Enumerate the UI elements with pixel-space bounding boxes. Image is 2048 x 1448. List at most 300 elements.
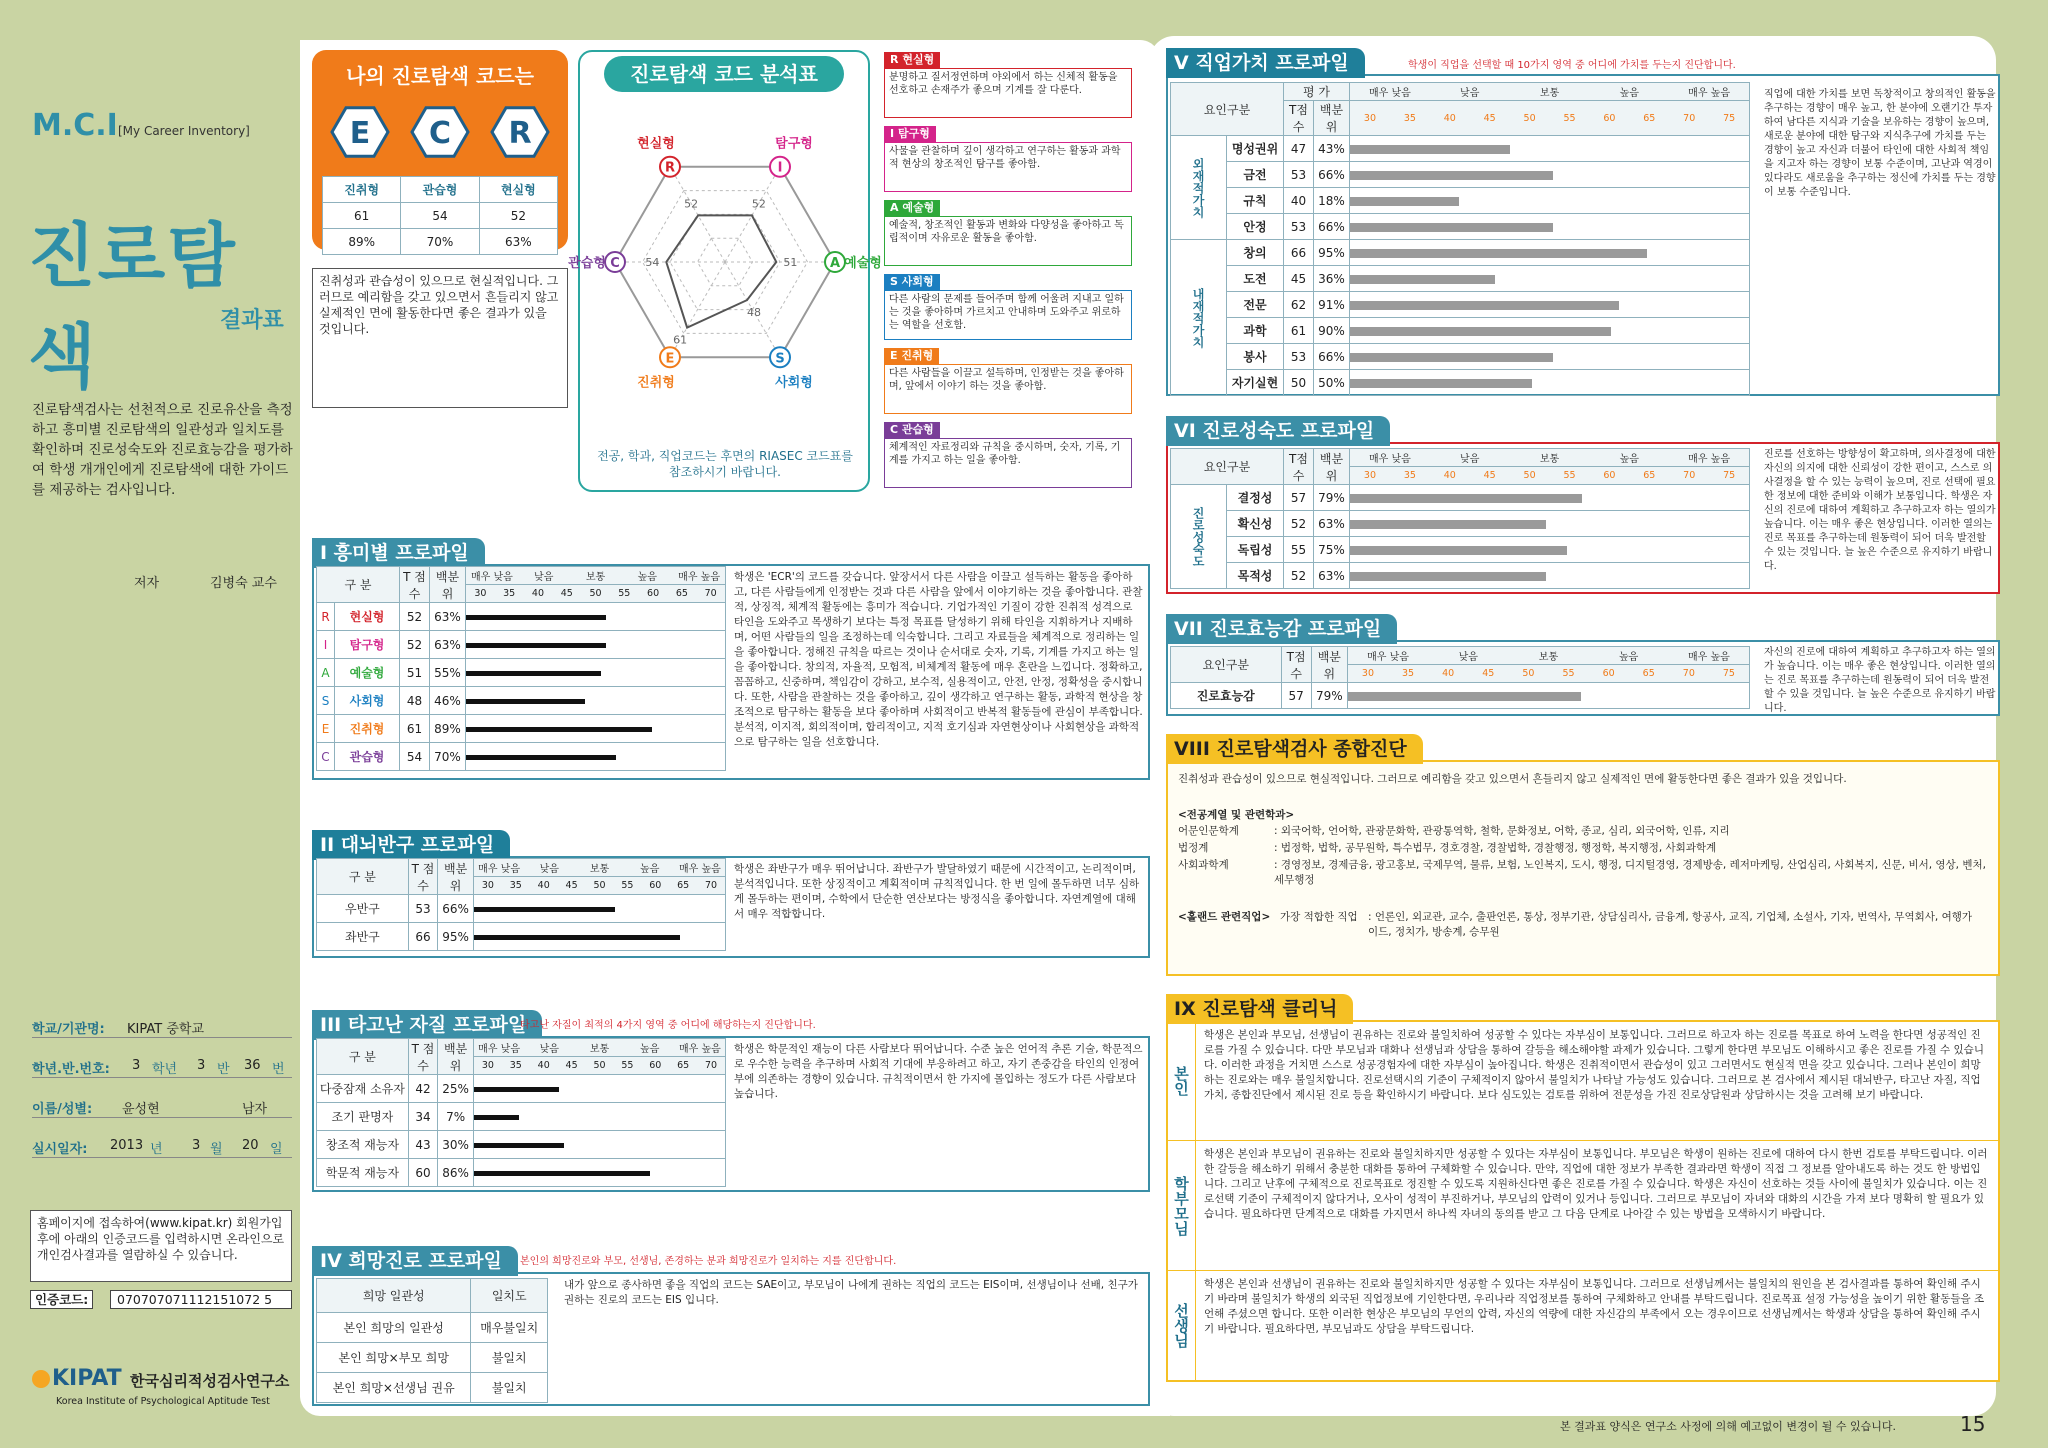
major-key: 어문인문학계 — [1178, 825, 1239, 837]
mycode-p-1: 89% — [323, 229, 401, 255]
table-row — [317, 743, 726, 771]
type-tag: C — [890, 423, 902, 436]
row-tag: E — [317, 715, 335, 743]
table-row — [1171, 344, 1750, 370]
table-row — [317, 631, 726, 659]
hope-row-name: 본인 희망×부모 희망 — [317, 1343, 471, 1373]
row-name: 자기실현 — [1227, 370, 1284, 396]
tick-label: 70 — [1683, 470, 1696, 481]
row-t: 52 — [1284, 511, 1314, 537]
gender-value: 남자 — [242, 1102, 268, 1117]
score-bar — [474, 1115, 519, 1120]
row-t: 62 — [1284, 292, 1314, 318]
hope-row-value: 불일치 — [471, 1373, 548, 1403]
tick-label: 40 — [537, 1060, 550, 1071]
ability-title: III 타고난 자질 프로파일 — [312, 1010, 542, 1040]
row-t: 45 — [1284, 266, 1314, 292]
table-row — [317, 687, 726, 715]
row-name: 현실형 — [335, 603, 400, 631]
month-value: 3 — [192, 1138, 201, 1153]
row-p: 79% — [1311, 683, 1347, 709]
score-bar — [474, 1143, 564, 1148]
mycode-t-2: 54 — [401, 203, 479, 229]
level-label: 보통 — [589, 1044, 610, 1055]
score-bar — [466, 727, 652, 732]
score-bar — [1350, 249, 1647, 258]
row-t: 51 — [400, 659, 430, 687]
row-p: 79% — [1314, 485, 1350, 511]
year-unit: 년 — [150, 1142, 163, 1157]
clinic-text: 학생은 본인과 선생님이 권유하는 진로와 불일치하지만 성공할 수 있다는 자부심이 보통입니다. 그러므로 선생님께서는 불일치의 원인을 본 검사결과를 통하여 확인해 주시기 바라며 불일치가 학생의 외국된 직업정보에 기인한다면, 우리나라 직업정보를 통하여 구체화하고 안내를 부탁드립니다. 진로목표 설정 가능성을 높이기 위한 활동들을 조언해 주셨으면 합니다. 또한 이러한 현상은 부모님의 무언의 압력, 자신의 역량에 대한 자신감의 부족에서 오는 경우이므로 선생님께서는 학생과 상담을 통하여 확인해 주시기 바랍니다. 필요하다면, 부모님과도 상담을 부탁드립니다. — [1204, 1278, 1985, 1335]
type-header — [884, 274, 940, 290]
bar-cell — [1350, 563, 1750, 589]
value-table — [1170, 82, 1750, 396]
bar-cell — [473, 1159, 725, 1187]
grade-unit: 학년 — [152, 1062, 178, 1077]
vertex-name: 진취형 — [637, 375, 675, 391]
type-desc: 분명하고 질서정연하며 야외에서 하는 신체적 활동을 선호하고 손재주가 좋으며 기계를 잘 다룬다. — [884, 68, 1132, 118]
summary-title: VIII 진로탐색검사 종합진단 — [1166, 734, 1423, 764]
row-p: 36% — [1314, 266, 1350, 292]
tick-label: 35 — [1403, 470, 1416, 481]
row-t: 42 — [408, 1075, 437, 1103]
day-value: 20 — [242, 1138, 259, 1153]
tick-label: 30 — [1363, 470, 1376, 481]
type-desc: 다른 사람의 문제를 들어주며 함께 어울려 지내고 일하는 것을 좋아하며 가르치고 안내하며 도와주고 위로하는 역할을 선호함. — [884, 290, 1132, 340]
year-value: 2013 — [110, 1138, 144, 1153]
col-t-header: T 점수 — [400, 567, 430, 603]
level-label: 높음 — [1619, 88, 1639, 99]
level-label: 높음 — [640, 1044, 660, 1055]
grade-row — [32, 1058, 292, 1078]
tick-label: 65 — [675, 588, 688, 599]
main-title: 진로탐색 — [28, 215, 237, 398]
col-p-header: 백분위 — [1314, 101, 1350, 136]
row-p: 43% — [1314, 136, 1350, 162]
major-key: 사회과학계 — [1178, 859, 1229, 871]
intro-text: 진로탐색검사는 선천적으로 진로유산을 측정하고 흥미별 진로탐색의 일관성과 일치도를 확인하며 진로성숙도와 진로효능감을 평가하여 학생 개개인에게 진로탐색에 대한 가이드를 제공하는 검사입니다. — [32, 402, 293, 498]
value-label: 48 — [747, 306, 761, 320]
score-bar — [474, 1087, 559, 1092]
tick-label: 50 — [1523, 112, 1536, 124]
maturity-title: VI 진로성숙도 프로파일 — [1166, 416, 1390, 446]
type-item — [884, 126, 1132, 194]
table-row — [1171, 318, 1750, 344]
type-header — [884, 126, 936, 142]
level-header — [473, 1039, 725, 1057]
col-eval-header: 평 가 — [1284, 83, 1350, 101]
name-value: 윤성현 — [122, 1102, 160, 1117]
bar-cell — [1350, 344, 1750, 370]
bar-cell — [1350, 162, 1750, 188]
score-bar — [1348, 692, 1581, 701]
mycode-title: 나의 진로탐색 코드는 — [346, 64, 534, 88]
table-row — [1171, 292, 1750, 318]
hope-section — [312, 1250, 1150, 1406]
row-name: 안정 — [1227, 214, 1284, 240]
table-row — [317, 1103, 726, 1131]
tick-header — [1350, 101, 1750, 136]
grade-value: 3 — [132, 1058, 141, 1073]
clinic-who: 학부모님 — [1168, 1141, 1196, 1270]
group-label: 내재적가치 — [1171, 240, 1227, 396]
row-t: 61 — [1284, 318, 1314, 344]
major-value: : 법정학, 법학, 공무원학, 특수법무, 경호경찰, 경찰법학, 경찰행정, 행정학, 복지행정, 사회과학계 — [1274, 842, 1717, 854]
bar-cell — [473, 1103, 725, 1131]
bar-cell — [466, 603, 726, 631]
vertex-letter: S — [775, 351, 785, 367]
row-t: 61 — [400, 715, 430, 743]
vertex-letter: E — [665, 351, 675, 367]
row-p: 89% — [430, 715, 466, 743]
tick-label: 55 — [1563, 112, 1576, 124]
code-letter: E — [349, 116, 371, 151]
row-name: 봉사 — [1227, 344, 1284, 370]
score-bar — [466, 755, 616, 760]
row-name: 예술형 — [335, 659, 400, 687]
type-item — [884, 274, 1132, 342]
level-label: 높음 — [1619, 652, 1639, 663]
score-bar — [466, 671, 601, 676]
row-t: 66 — [1284, 240, 1314, 266]
type-tag: A — [890, 201, 903, 214]
row-p: 90% — [1314, 318, 1350, 344]
table-row — [317, 923, 726, 951]
col-t-header: T점수 — [1284, 449, 1314, 485]
level-header — [1350, 449, 1750, 467]
major-value: : 경영정보, 경제금융, 광고홍보, 국제무역, 물류, 보험, 노인복지, 도시, 행정, 디지털경영, 경제방송, 레저마케팅, 산업심리, 사회복지, 신문, 비서, 영상, 벤처, 세무행정 — [1274, 859, 1986, 886]
code-row — [30, 1290, 292, 1310]
group-label: 진로성숙도 — [1171, 485, 1227, 589]
mycode-t-1: 61 — [323, 203, 401, 229]
type-header — [884, 52, 940, 68]
interest-desc: 학생은 'ECR'의 코드를 갖습니다. 앞장서서 다른 사람을 이끌고 설득하는 활동을 좋아하고, 다른 사람들에게 인정받는 것과 다른 사람을 앞에서 이야기하는 것을 좋아합니다. 관찰적, 상징적, 체계적 활동에는 흥미가 적습니다. 기업가적인 기질이 강한 진취적 성격으로 타인을 도와주고 목생하기 보다는 특정 목표를 달성하기 위해 타인을 지휘하거나 지배하며, 어떤 사람들의 일을 조정하는데 익숙합니다. 그리고 자료들을 체계적으로 정리하는 일을 좋아합니다. 정해진 규칙을 따르는 것이나 순서대로 숫자, 기록, 기계를 가지고 하는 일을 좋아합니다. 창의적, 자율적, 모험적, 비체계적 활동에 매우 혼란을 느낍니다. 정확하고, 꼼꼼하고, 신중하며, 책임감이 강하고, 보수적, 실용적이고, 안전, 안정, 정확성을 중시합니다. 또한, 사람을 관찰하는 것을 좋아하고, 깊이 생각하고 연구하는 활동, 과학적 현상을 창조적으로 탐구하는 활동을 보다 좋아하며 사회적이고 반복적 활동들에 관심이 부족합니다. 분석적, 이지적, 회의적이며, 합리적이고, 지적 호기심과 자연현상이나 사회현상을 과학적으로 탐구하는 일을 선호합니다. — [734, 571, 1143, 748]
tick-label: 75 — [1723, 112, 1736, 124]
row-t: 55 — [1284, 537, 1314, 563]
code-letter: C — [428, 116, 452, 151]
ability-table — [316, 1038, 726, 1187]
row-p: 70% — [430, 743, 466, 771]
brain-desc: 학생은 좌반구가 매우 뛰어납니다. 좌반구가 발달하였기 때문에 시간적이고, 논리적이며, 분석적입니다. 또한 상징적이고 계획적이며 규칙적입니다. 한 번 일에 몰두하면 너무 심하게 몰두하는 편이며, 수학에서 단순한 연산보다는 방정식을 좋아합니다. 자연계열에 대해서 매우 적합합니다. — [734, 863, 1140, 920]
tick-label: 75 — [1722, 668, 1735, 679]
logo-icon — [32, 1370, 50, 1388]
row-t: 60 — [408, 1159, 437, 1187]
col-p-header: 백분위 — [438, 859, 474, 895]
value-desc: 직업에 대한 가치를 보면 독창적이고 창의적인 활동을 추구하는 경향이 매우 높고, 한 분야에 오랜기간 투자하여 남다른 지식과 기술을 보유하는 경향이 높으며, 새로운 분야에 대한 탐구와 지식추구에 가치를 두는 경향이 높고 자신과 더불어 타인에 대한 사회적 책임을 지고자 하는 경향이 보통 수준이며, 고난과 역경이 있다라도 새로움을 추구하는 정신에 가치를 두는 경향이 보통 수준입니다. — [1764, 89, 1996, 198]
tick-header — [1350, 467, 1750, 485]
level-label: 매우 낮음 — [1367, 652, 1409, 663]
bar-cell — [466, 715, 726, 743]
tick-label: 60 — [647, 588, 660, 599]
date-label: 실시일자: — [32, 1142, 88, 1157]
table-row — [317, 659, 726, 687]
bar-cell — [1350, 266, 1750, 292]
type-desc: 예술적, 창조적인 활동과 변화와 다양성을 좋아하고 독립적이며 자유로운 활동을 좋아함. — [884, 216, 1132, 266]
type-name: 탐구형 — [897, 127, 930, 140]
type-desc: 다른 사람들을 이끌고 설득하며, 인정받는 것을 좋아하며, 앞에서 이야기 하는 것을 좋아함. — [884, 364, 1132, 414]
value-label: 51 — [783, 256, 798, 269]
row-name: 도전 — [1227, 266, 1284, 292]
brain-title: II 대뇌반구 프로파일 — [312, 830, 510, 860]
level-label: 보통 — [1538, 652, 1559, 663]
tick-label: 45 — [1482, 668, 1495, 679]
major-list — [1178, 824, 1988, 890]
type-header — [884, 200, 940, 216]
vertex-name: 사회형 — [775, 375, 813, 391]
type-name: 예술형 — [902, 201, 935, 214]
row-tag: R — [317, 603, 335, 631]
tick-label: 55 — [1562, 668, 1575, 679]
table-row — [1171, 188, 1750, 214]
tick-label: 70 — [704, 588, 717, 599]
level-label: 낮음 — [1460, 454, 1480, 465]
score-bar — [1350, 327, 1611, 336]
tick-label: 55 — [618, 588, 631, 599]
interest-section — [312, 542, 1150, 780]
interest-title: I 흥미별 프로파일 — [312, 538, 485, 568]
vertex-letter: C — [610, 256, 620, 271]
notice-box: 홈페이지에 접속하여(www.kipat.kr) 회원가입 후에 아래의 인증코드를 입력하시면 온라인으로 개인검사결과를 열람하실 수 있습니다. — [30, 1210, 292, 1282]
value-title: V 직업가치 프로파일 — [1166, 48, 1365, 78]
score-bar — [474, 907, 615, 912]
tick-label: 70 — [1683, 112, 1696, 124]
tick-label: 60 — [649, 1060, 662, 1071]
maturity-section — [1166, 420, 2000, 594]
row-t: 52 — [400, 631, 430, 659]
hope-row-name: 본인 희망의 일관성 — [317, 1313, 471, 1343]
kipat-logo — [32, 1366, 122, 1391]
row-t: 53 — [408, 895, 437, 923]
mycode-table — [322, 176, 558, 255]
tick-label: 35 — [509, 1060, 522, 1071]
mycode-letters — [320, 102, 560, 162]
col-t-header: T 점수 — [408, 859, 437, 895]
level-header — [473, 859, 725, 877]
level-label: 매우 낮음 — [470, 572, 513, 583]
level-label: 보통 — [1539, 454, 1560, 465]
hope-desc: 내가 앞으로 종사하면 좋을 직업의 코드는 SAE이고, 부모님이 나에게 권하는 직업의 코드는 EIS이며, 선생님이나 선배, 친구가 권하는 진로의 코드는 EIS 입니다. — [564, 1279, 1138, 1306]
col-type-header: 요인구분 — [1171, 449, 1284, 485]
author: 김병숙 교수 — [210, 576, 277, 591]
score-bar — [466, 615, 606, 620]
level-header — [1347, 647, 1749, 665]
tick-label: 75 — [1723, 470, 1736, 481]
score-bar — [466, 699, 585, 704]
row-t: 53 — [1284, 214, 1314, 240]
type-header — [884, 422, 940, 438]
main-subtitle: 결과표 — [220, 308, 284, 333]
bar-cell — [1347, 683, 1749, 709]
name-row — [32, 1098, 292, 1118]
bar-cell — [466, 743, 726, 771]
col-t-header: T점수 — [1284, 101, 1314, 136]
score-bar — [1350, 171, 1553, 180]
bar-cell — [1350, 485, 1750, 511]
tick-label: 40 — [1443, 470, 1456, 481]
level-label: 높음 — [1619, 454, 1639, 465]
table-row — [317, 1075, 726, 1103]
grade-label: 학년.반.번호: — [32, 1062, 110, 1077]
table-row — [1171, 485, 1750, 511]
row-name: 전문 — [1227, 292, 1284, 318]
row-t: 50 — [1284, 370, 1314, 396]
row-p: 66% — [438, 895, 474, 923]
table-row — [1171, 214, 1750, 240]
tick-label: 50 — [593, 880, 606, 891]
type-name: 사회형 — [901, 275, 934, 288]
level-label: 매우 낮음 — [478, 1044, 520, 1055]
vertex-letter: I — [777, 160, 783, 176]
summary-major-head: <전공계열 및 관련학과> — [1178, 809, 1295, 821]
value-label: 52 — [751, 197, 766, 211]
row-p: 86% — [438, 1159, 474, 1187]
row-name: 목적성 — [1227, 563, 1284, 589]
type-tag: I — [890, 127, 898, 140]
row-name: 다중잠재 소유자 — [317, 1075, 409, 1103]
tick-label: 30 — [481, 1060, 494, 1071]
page-number: 15 — [1960, 1412, 1986, 1436]
level-label: 매우 높음 — [1688, 454, 1730, 465]
row-name: 결정성 — [1227, 485, 1284, 511]
row-name: 관습형 — [335, 743, 400, 771]
table-row — [317, 1131, 726, 1159]
date-row — [32, 1138, 292, 1158]
logo-text: KIPAT — [52, 1366, 122, 1391]
vertex-letter: A — [829, 256, 841, 271]
maturity-table — [1170, 448, 1750, 589]
month-unit: 월 — [210, 1142, 223, 1157]
type-item — [884, 52, 1132, 120]
mycode-p-3: 63% — [479, 229, 557, 255]
clinic-title: IX 진로탐색 클리닉 — [1166, 994, 1353, 1024]
hope-title: IV 희망진로 프로파일 — [312, 1246, 518, 1276]
type-name: 관습형 — [901, 423, 934, 436]
tick-label: 30 — [1363, 112, 1376, 124]
interest-table — [316, 566, 726, 771]
score-bar — [474, 935, 680, 940]
summary-job-head: <홀랜드 관련직업> — [1178, 911, 1271, 923]
row-name: 진로효능감 — [1171, 683, 1282, 709]
score-bar — [1350, 301, 1619, 310]
clinic-section — [1166, 998, 2000, 1382]
mycode-name-1: 진취형 — [323, 177, 401, 203]
tick-label: 50 — [589, 588, 602, 599]
clinic-who: 본인 — [1168, 1022, 1196, 1140]
bar-cell — [1350, 318, 1750, 344]
level-label: 매우 높음 — [1687, 652, 1730, 663]
row-t: 53 — [1284, 162, 1314, 188]
level-label: 보통 — [585, 572, 606, 583]
ability-desc: 학생은 학문적인 재능이 다른 사람보다 뛰어납니다. 수준 높은 언어적 추론 기술, 학문적으로 우수한 능력을 추구하며 사회적 기대에 부응하려고 하고, 자기 존중감을 타인의 인정여부에 의존하는 경향이 있습니다. 규칙적이면서 한 가지에 몰입하는 정도가 다른 사람보다 높습니다. — [734, 1043, 1143, 1100]
row-name: 규칙 — [1227, 188, 1284, 214]
tick-label: 60 — [1602, 668, 1615, 679]
row-name: 우반구 — [317, 895, 409, 923]
score-bar — [1350, 520, 1546, 529]
tick-label: 70 — [705, 880, 718, 891]
table-row — [1171, 136, 1750, 162]
row-p: 50% — [1314, 370, 1350, 396]
row-t: 57 — [1281, 683, 1311, 709]
brand: M.C.I — [32, 108, 118, 143]
mycode-desc: 진취성과 관습성이 있으므로 현실적입니다. 그러므로 예리함을 갖고 있으면서 흔들리지 않고 실제적인 면에 활동한다면 좋은 결과가 있을 것입니다. — [312, 268, 568, 408]
vertex-name: 현실형 — [637, 136, 675, 152]
tick-label: 45 — [1483, 470, 1496, 481]
maturity-desc: 진로를 선호하는 방향성이 확고하며, 의사결정에 대한 자신의 의지에 대한 신뢰성이 강한 편이고, 스스로 의사결정을 할 수 있는 능력이 높으며, 진로 선택에 필요한 정보에 대한 준비와 이해가 보통입니다. 학생은 자신의 진로에 대하여 계획하고 추구하고자 하는 열의가 높습니다. 이는 매우 좋은 현상입니다. 이러한 열의는 진로 목표를 추구하는데 원동력이 되어 더욱 발전할 수 있는 것입니다. 늘 높은 수준으로 유지하기 바랍니다. — [1764, 449, 1996, 572]
tick-label: 30 — [1361, 668, 1374, 679]
row-t: 66 — [408, 923, 437, 951]
tick-label: 55 — [1563, 470, 1576, 481]
col-t-header: T 점수 — [408, 1039, 437, 1075]
ability-section — [312, 1014, 1150, 1192]
table-row — [1171, 563, 1750, 589]
row-name: 과학 — [1227, 318, 1284, 344]
class-unit: 반 — [217, 1062, 230, 1077]
value-note: 학생이 직업을 선택할 때 10가지 영역 중 어디에 가치를 두는지 진단합니다. — [1408, 60, 1736, 71]
mycode-name-2: 관습형 — [401, 177, 479, 203]
row-p: 63% — [1314, 511, 1350, 537]
row-name: 조기 판명자 — [317, 1103, 409, 1131]
hexagon-letters — [320, 102, 560, 162]
code-letter: R — [508, 116, 532, 151]
summary-text: 진취성과 관습성이 있으므로 현실적입니다. 그러므로 예리함을 갖고 있으면서 흔들리지 않고 실제적인 면에 활동한다면 좋은 결과가 있을 것입니다. — [1178, 773, 1847, 785]
major-row — [1178, 858, 1988, 888]
row-p: 66% — [1314, 162, 1350, 188]
bar-cell — [466, 687, 726, 715]
ability-note: 타고난 자질이 최적의 4가지 영역 중 어디에 해당하는지 진단합니다. — [520, 1020, 816, 1031]
type-item — [884, 422, 1132, 490]
bar-cell — [473, 1075, 725, 1103]
level-label: 보통 — [1539, 88, 1560, 99]
tick-header — [473, 877, 725, 895]
summary-section — [1166, 738, 2000, 976]
major-row — [1178, 824, 1988, 839]
riasec-hexagon-chart — [568, 112, 882, 412]
tick-label: 30 — [481, 880, 494, 891]
table-row — [1171, 162, 1750, 188]
table-row — [317, 895, 726, 923]
table-row — [1171, 240, 1750, 266]
major-value: : 외국어학, 언어학, 관광문화학, 관광통역학, 철학, 문화정보, 어학, 종교, 심리, 외국어학, 인류, 지리 — [1274, 825, 1730, 837]
score-bar — [1350, 379, 1532, 388]
bar-cell — [473, 1131, 725, 1159]
tick-label: 55 — [621, 880, 634, 891]
tick-label: 50 — [1522, 668, 1535, 679]
level-label: 높음 — [637, 572, 657, 583]
sidebar — [0, 0, 300, 1448]
row-t: 52 — [400, 603, 430, 631]
type-item — [884, 348, 1132, 416]
tick-label: 45 — [565, 880, 578, 891]
col-p-header: 백분위 — [1314, 449, 1350, 485]
class-value: 3 — [197, 1058, 206, 1073]
clinic-text: 학생은 본인과 부모님이 권유하는 진로와 불일치하지만 성공할 수 있다는 자부심이 보통입니다. 부모님은 학생이 원하는 진로에 대하여 다시 한번 검토를 부탁드립니다. 이러한 갈등을 해소하기 위해서 충분한 대화를 통하여 구체화할 수 있습니다. 만약, 직업에 대한 정보가 부족한 결과라면 학생이 직접 그 정보를 알아내도록 하는 것도 한 방법입니다. 그리고 난후에 구체적으로 진로목표로 정진할 수 있도록 지원하신다면 좋은 진로를 가질 수 있습니다. 학생은 자신이 선호하는 것들 사이에 불일치가 있습니다. 이는 진로선택 기준이 구체적이지 않다거나, 오사이 성적이 부진하거나, 부모님의 압력이 있거나 등입니다. 그러므로 부모님이 자녀와 대화의 시간을 가져 보다 명확히 할 필요가 있습니다. 필요하다면 단계적으로 대화를 가지면서 하나씩 자녀의 동의를 받고 그 다음 단계로 나아갈 수 있는 방법을 모색하시기 바랍니다. — [1204, 1148, 1988, 1220]
bar-cell — [1350, 537, 1750, 563]
col-p-header: 백분위 — [430, 567, 466, 603]
school-value: KIPAT 중학교 — [127, 1022, 204, 1037]
day-unit: 일 — [270, 1142, 283, 1157]
bar-cell — [466, 659, 726, 687]
row-p: 7% — [438, 1103, 474, 1131]
tick-label: 35 — [1402, 668, 1415, 679]
type-description-list — [884, 52, 1132, 492]
type-desc: 체계적인 자료정리와 규칙을 중시하며, 숫자, 기록, 기계를 가지고 하는 일을 좋아함. — [884, 438, 1132, 488]
clinic-row — [1168, 1270, 1998, 1380]
code-label: 인증코드: — [30, 1290, 93, 1309]
major-row — [1178, 841, 1988, 856]
row-tag: C — [317, 743, 335, 771]
tick-label: 40 — [537, 880, 550, 891]
level-header — [466, 567, 726, 585]
